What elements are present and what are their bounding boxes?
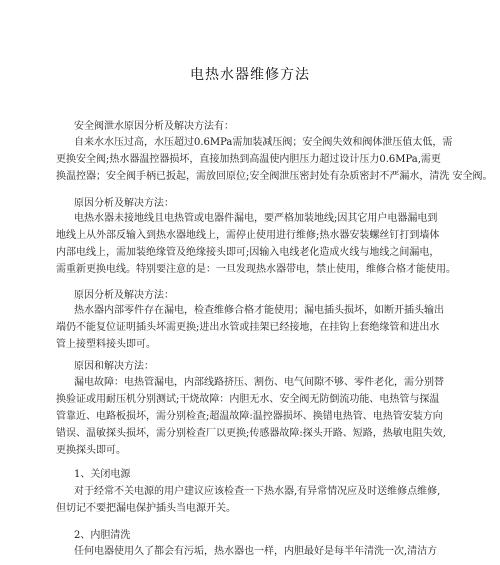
section-paragraph [56, 210, 456, 278]
paragraph-line: 任何电器使用久了都会有污垢，热水器也一样，内胆最好是每半年清洗一次,清洁方 [74, 546, 438, 557]
section-heading: 1、关闭电源 [74, 469, 131, 480]
section-heading: 原因和解决方法： [74, 361, 154, 372]
paragraph-line: 内部电线上，需加装绝缘管及绝缘接头即可;因输入电线老化造成火线与地线之间漏电， [56, 247, 440, 258]
section-paragraph [56, 543, 448, 560]
paragraph-line: 自来水水压过高，水压超过0.6MPa需加装减压阀；安全阀失效和阀体泄压值太低，需 [74, 137, 453, 148]
section-paragraph [56, 302, 448, 353]
paragraph-line: 更换安全阀;热水器温控器损坏，直接加热到高温使内胆压力超过设计压力0.6MPa,需更 [56, 154, 441, 165]
paragraph-line: 错误、温敏探头损坏，需分别检查厂以更换;传感器故障:探头开路、短路，热敏电阻失效, [56, 428, 446, 439]
paragraph-line: 热水器内部零件存在漏电，检查维修合格才能使用；漏电插头损坏，如断开插头输出 [74, 305, 444, 316]
paragraph-line: 更换探头即可。 [56, 445, 126, 456]
paragraph-line: 但切记不要把漏电保护插头当电源开关。 [56, 503, 236, 514]
section-paragraph [56, 374, 448, 459]
section-heading: 2、内胆清洗 [74, 530, 131, 541]
document-title: 电热水器维修方法 [190, 67, 310, 83]
section-heading: 原因分析及解决方法： [74, 290, 174, 301]
paragraph-line: 管上接塑料接头即可。 [56, 339, 156, 350]
section-paragraph [56, 134, 493, 185]
section-heading: 安全阀泄水原因分析及解决方法有： [74, 121, 234, 132]
section-heading: 原因分析及解决方法： [74, 198, 174, 209]
paragraph-line: 电热水器未接地线且电热管或电器件漏电，要严格加装地线;因其它用户电器漏电到 [74, 213, 438, 224]
paragraph-line: 端仍不能复位证明插头坏需更换;进出水管或挂架已经接地，在挂钩上套绝缘管和进出水 [56, 322, 440, 333]
paragraph-line: 地线上从外部反输入到热水器地线上，需停止使用进行维修;热水器安装螺丝钉打到墙体 [56, 230, 440, 241]
paragraph-line: 换验证或用耐压机分别测试;干烧故障：内胆无水、安全阀无防倒流功能、电热管与探温 [56, 394, 440, 405]
paragraph-line: 对于经常不关电源的用户建议应该检查一下热水器,有异常情况应及时送维修点维修, [74, 486, 441, 497]
paragraph-line: 管靠近、电路板损坏，需分别检查;超温故障:温控器损坏、换错电热管、电热管安装方向 [56, 411, 443, 422]
paragraph-line: 漏电故障：电热管漏电，内部线路挤压、割伤、电气间隙不够、零件老化，需分别替 [74, 377, 444, 388]
paragraph-line: 换温控器；安全阀手柄已扳起，需放回原位;安全阀泄压密封处有杂质密封不严漏水，清洗 安全阀。 [56, 171, 493, 182]
section-paragraph [56, 483, 448, 517]
paragraph-line: 需重新更换电线。特别要注意的是：一旦发现热水器带电，禁止使用，维修合格才能使用。 [56, 264, 456, 275]
